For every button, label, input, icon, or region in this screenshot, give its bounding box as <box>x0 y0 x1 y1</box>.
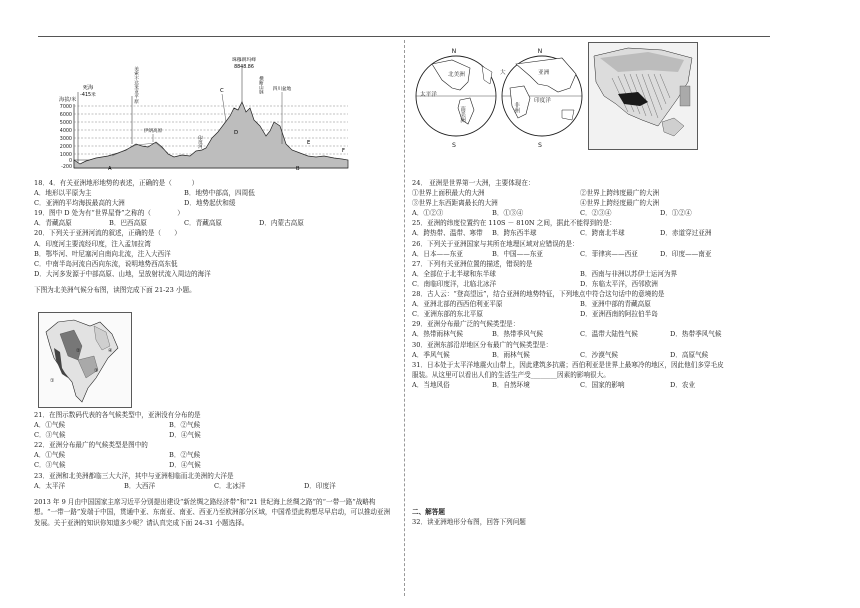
label-asia: 亚洲 <box>538 70 550 76</box>
option: D．地势起伏和缓 <box>184 199 236 208</box>
option: A．青藏高原 <box>34 219 72 228</box>
option: C．温带大陆性气候 <box>580 330 638 339</box>
y-tick: 3000 <box>59 137 72 142</box>
label-C: C <box>220 88 224 94</box>
right-column <box>412 178 782 390</box>
option: C．③气候 <box>34 461 66 470</box>
options-row <box>412 299 782 309</box>
option: ③世界上东西距离最长的大洲 <box>412 199 498 208</box>
svg-text:②: ② <box>76 348 81 354</box>
y-tick: -200 <box>61 165 72 170</box>
option: A．①②③ <box>412 209 444 218</box>
options-row <box>412 279 782 289</box>
svg-text:①: ① <box>50 378 55 384</box>
option: B．②气候 <box>169 421 201 430</box>
option: D．④气候 <box>169 461 201 470</box>
option: ②世界上跨纬度最广的大洲 <box>580 189 660 198</box>
option: B．地势中部高，四周低 <box>184 189 255 198</box>
question-line: 31．日本处于太平洋地震火山带上，因此建筑多抗震；西伯利亚是世界上最寒冷的地区，因此他们多穿毛皮 <box>412 360 724 369</box>
option: D．内蒙古高原 <box>259 219 304 228</box>
options-row <box>34 218 396 228</box>
option: C．国家的影响 <box>580 380 625 389</box>
label-hengduan: 横断山脉 <box>258 76 264 94</box>
svg-text:③: ③ <box>94 368 99 374</box>
question-line: 21．在图示数码代表的各气候类型中，亚洲没有分布的是 <box>34 411 201 419</box>
option: C．沙漠气候 <box>580 350 619 359</box>
svg-text:④: ④ <box>108 348 113 354</box>
label-B: B <box>296 166 300 172</box>
label-D: D <box>234 130 239 136</box>
options-row <box>412 208 782 218</box>
question-line: 19．图中 D 处为有“世界屋脊”之称的（ ） <box>34 209 184 218</box>
label-dead-sea-value: -415米 <box>80 93 96 98</box>
options-row <box>34 198 396 208</box>
north-america-climate-map <box>38 312 132 408</box>
option: D．④气候 <box>169 431 201 440</box>
intro-line: 下图为北美洲气候分布图，读图完成下面 21-23 小题。 <box>34 285 196 294</box>
option: A．①气候 <box>34 421 66 430</box>
option: C．③气候 <box>34 431 66 440</box>
label-E: E <box>307 140 311 146</box>
question-line: 30．亚洲东部沿岸地区分布最广的气候类型是： <box>412 340 553 349</box>
option: C．北冰洋 <box>214 481 246 490</box>
label-n-right: N <box>537 48 543 55</box>
label-everest: 珠穆朗玛峰 <box>232 58 256 63</box>
y-tick: 1000 <box>59 153 72 158</box>
option: D．高原气候 <box>670 350 709 359</box>
options-row <box>412 188 782 198</box>
question-line: 25．亚洲的纬度位置约在 110S － 810N 之间，据此不能得到的是： <box>412 219 616 228</box>
option: ①世界上面积最大的大洲 <box>412 189 485 198</box>
label-n-left: N <box>451 48 457 55</box>
section-title: 二、解答题 <box>412 508 445 516</box>
option: A．当地风俗 <box>412 380 450 389</box>
option: A．跨热带、温带、寒带 <box>412 229 483 238</box>
option: B．热带季风气候 <box>492 330 544 339</box>
options-row <box>34 481 396 491</box>
option: A．热带雨林气候 <box>412 330 463 339</box>
y-axis-title: 海拔/米 <box>59 97 77 103</box>
option: A．①气候 <box>34 451 66 460</box>
options-row <box>34 450 396 460</box>
left-column-2 <box>34 410 396 529</box>
option: D．农业 <box>670 380 696 389</box>
option: C．②③④ <box>580 209 612 218</box>
options-row <box>412 309 782 319</box>
option: C．菲律宾——西亚 <box>580 249 638 258</box>
label-s-right: S <box>538 142 542 149</box>
option: D．东临太平洋，西邻欧洲 <box>580 279 658 288</box>
option: B．①③④ <box>492 209 524 218</box>
option: A．全部位于北半球和东半球 <box>412 269 496 278</box>
y-tick: 5000 <box>59 121 72 126</box>
label-sichuan: 四川盆地 <box>272 87 292 92</box>
option: A．季风气候 <box>412 350 450 359</box>
options-row <box>412 228 782 238</box>
option: D．亚洲西南的阿拉伯半岛 <box>580 310 658 319</box>
label-A: A <box>108 166 112 172</box>
asia-climate-map <box>588 42 698 150</box>
option: D．印度洋 <box>304 481 336 490</box>
label-indian-ocean: 印度洋 <box>534 98 551 104</box>
question-line: 20．下列关于亚洲河流的叙述，正确的是（ ） <box>34 229 181 238</box>
option: A．日本——东亚 <box>412 249 463 258</box>
options-row <box>412 329 782 339</box>
belt-road-paragraph: 2013 年 9 月由中国国家主席习近平分别提出建设“新丝绸之路经济带”和“21 世纪海上丝绸之路”的“一带一路”战略构想。“一带一路”发端于中国，贯通中亚、东南亚、南亚、西亚乃至欧洲部分区域，中国希望此构想尽早启动，可以推动亚洲发展。关于亚洲的知识你知道多少呢？请认真完成下面 24-31 小题选择。 <box>34 497 391 527</box>
label-africa: 非洲 <box>513 102 519 114</box>
question-line: 28．古人云：“登高望远”，结合亚洲的地势特征，下列地点中符合这句话中的意境的是 <box>412 290 665 299</box>
label-big: 大 <box>500 70 506 76</box>
label-everest-value: 8848.86 <box>234 65 254 70</box>
option-line: D．大河多发源于中部高原、山地，呈放射状流入周边的海洋 <box>34 269 211 278</box>
option: B．大西洋 <box>124 481 156 490</box>
option: A．太平洋 <box>34 481 66 490</box>
option: D．赤道穿过亚洲 <box>660 229 712 238</box>
label-F: F <box>342 148 345 154</box>
label-pacific: 太平洋 <box>420 92 437 98</box>
question-line: 29．亚洲分布最广泛的气候类型是： <box>412 320 520 329</box>
label-dead-sea: 死海 <box>82 85 94 91</box>
option-line: B．鄂毕河、叶尼塞河自南向北流，注入大西洋 <box>34 249 171 258</box>
question-line: 服装。从这里可以看出人们的生活生产受________因素的影响很大。 <box>412 370 610 379</box>
option: B．亚洲中部的青藏高原 <box>580 300 651 309</box>
option: C．青藏高原 <box>184 219 223 228</box>
section-two <box>412 507 526 527</box>
label-mesopotamia: 美索不达米亚平原 <box>133 66 139 104</box>
option: D．印度——南亚 <box>660 249 712 258</box>
column-divider <box>404 40 405 596</box>
options-row <box>412 249 782 259</box>
question-line: 23．亚洲和北美洲都临三大大洋，其中与亚洲相临而北美洲的大洋是 <box>34 471 234 480</box>
y-tick: 4000 <box>59 129 72 134</box>
options-row <box>34 188 396 198</box>
option: A．地形以平原为主 <box>34 189 92 198</box>
question-line: 18．4．有关亚洲地形地势的表述，正确的是（ ） <box>34 179 199 187</box>
option: B．自然环境 <box>492 380 530 389</box>
y-tick: 2000 <box>59 145 72 150</box>
question-line: 27．下列有关亚洲位置的描述，错误的是 <box>412 259 533 268</box>
option: D．热带季风气候 <box>670 330 722 339</box>
options-row <box>412 269 782 279</box>
y-tick: 0 <box>68 159 72 164</box>
option: B．跨东西半球 <box>492 229 537 238</box>
question-line: 32．读亚洲地形分布图，回答下列问题 <box>412 518 526 527</box>
top-rule <box>38 36 770 37</box>
option: B．西南与非洲以苏伊士运河为界 <box>580 269 678 278</box>
label-south-america: 南美洲 <box>459 106 465 123</box>
option: C．亚洲的平均海拔最高的大洲 <box>34 199 125 208</box>
option: B．②气候 <box>169 451 201 460</box>
left-column <box>34 178 396 295</box>
label-indus: 印度河 <box>197 135 203 149</box>
option-line: A．印度河主要流经印度，注入孟加拉湾 <box>34 239 151 248</box>
y-tick: 6000 <box>59 113 72 118</box>
options-row <box>34 460 396 470</box>
option: B．雨林气候 <box>492 350 530 359</box>
options-row <box>412 350 782 360</box>
option: C．亚洲东部的东北平原 <box>412 310 483 319</box>
question-line: 24． 亚洲是世界第一大洲，主要体现在： <box>412 179 535 187</box>
option: C．跨南北半球 <box>580 229 625 238</box>
options-row <box>412 198 782 208</box>
option: A．亚洲北部的西西伯利亚平原 <box>412 300 503 309</box>
options-row <box>34 420 396 430</box>
hemisphere-maps-figure <box>412 44 588 152</box>
label-s-left: S <box>452 142 456 149</box>
option-line: C．中南半岛河流自西向东流，说明地势西高东低 <box>34 259 178 268</box>
label-north-america: 北美洲 <box>448 72 465 78</box>
options-row <box>34 430 396 440</box>
option: C．南临印度洋，北临北冰洋 <box>412 279 497 288</box>
option: B．中国——东亚 <box>492 249 544 258</box>
option: B．巴西高原 <box>109 219 147 228</box>
terrain-profile-figure <box>56 52 356 172</box>
y-tick: 7000 <box>59 105 72 110</box>
options-row <box>412 380 782 390</box>
option: ④世界上跨经度最广的大洲 <box>580 199 660 208</box>
label-iran-plateau: 伊朗高原 <box>143 129 163 134</box>
question-line: 22．亚洲分布最广的气候类型是图中的 <box>34 441 148 450</box>
option: D．①②④ <box>660 209 692 218</box>
question-line: 26．下列关于亚洲国家与其所在地理区域对应错误的是： <box>412 239 579 248</box>
